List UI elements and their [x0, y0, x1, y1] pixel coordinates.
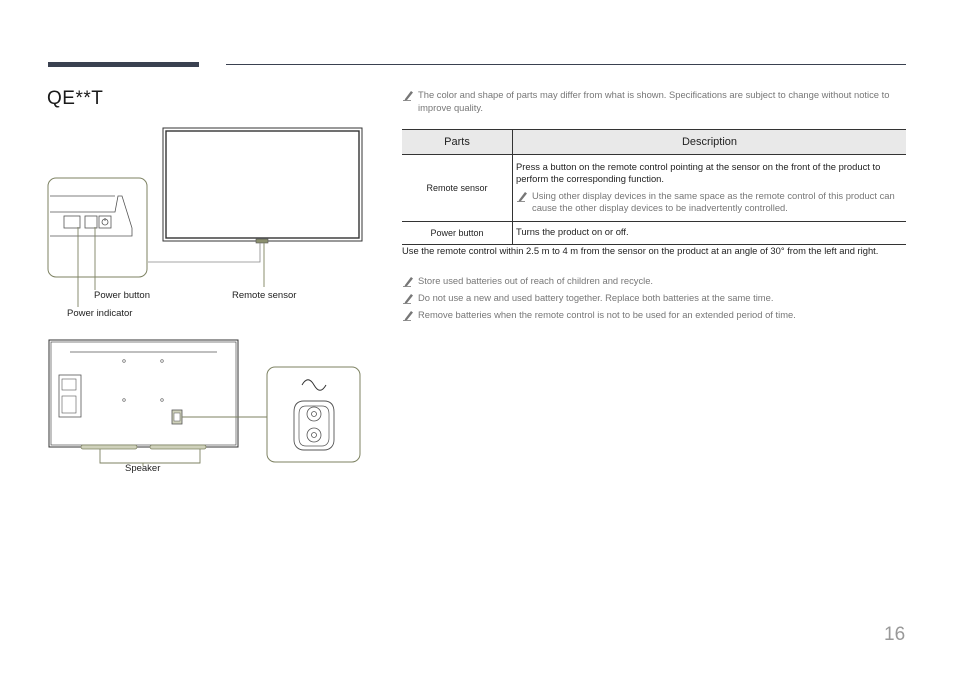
description-text: Press a button on the remote control pointing at the sensor on the front of the product to perform the corresponding function.	[516, 160, 881, 184]
note-battery-3	[402, 309, 796, 322]
description-note	[516, 190, 902, 215]
product-illustration	[40, 120, 370, 480]
part-name: Remote sensor	[402, 155, 513, 222]
part-description	[513, 155, 907, 222]
header-rule-thin	[226, 64, 906, 65]
pencil-note-icon	[516, 190, 529, 202]
note-battery-2	[402, 292, 773, 305]
part-name: Power button	[402, 222, 513, 245]
pencil-note-icon	[402, 275, 415, 287]
section-title: QE**T	[47, 88, 104, 109]
parts-table	[402, 129, 906, 245]
product-diagram	[40, 120, 370, 480]
note-text: Remove batteries when the remote control is not to be used for an extended period of time.	[418, 309, 796, 320]
pencil-note-icon	[402, 292, 415, 304]
label-speaker: Speaker	[125, 463, 161, 474]
note-text: Do not use a new and used battery together. Replace both batteries at the same time.	[418, 292, 774, 303]
pencil-note-icon	[402, 309, 415, 321]
column-header-description: Description	[513, 130, 907, 155]
note-text: The color and shape of parts may differ from what is shown. Specifications are subject to change without notice to improve quality.	[418, 89, 890, 113]
table-row	[402, 155, 906, 222]
page-number: 16	[884, 624, 906, 645]
label-power-button: Power button	[94, 290, 150, 301]
label-power-indicator: Power indicator	[67, 308, 133, 319]
remote-usage-text: Use the remote control within 2.5 m to 4 m from the sensor on the product at an angle of 30° from the left and right.	[402, 245, 879, 256]
pencil-note-icon	[402, 89, 415, 101]
note-text: Using other display devices in the same space as the remote control of this product can cause the other display devices to be inadvertently controlled.	[532, 189, 895, 213]
part-description: Turns the product on or off.	[513, 222, 907, 245]
note-parts-disclaimer	[402, 89, 906, 114]
table-row	[402, 222, 906, 245]
header-rule-thick	[48, 62, 199, 67]
label-remote-sensor: Remote sensor	[232, 290, 297, 301]
note-battery-1	[402, 275, 653, 288]
note-text: Store used batteries out of reach of children and recycle.	[418, 275, 654, 286]
column-header-parts: Parts	[402, 130, 513, 155]
